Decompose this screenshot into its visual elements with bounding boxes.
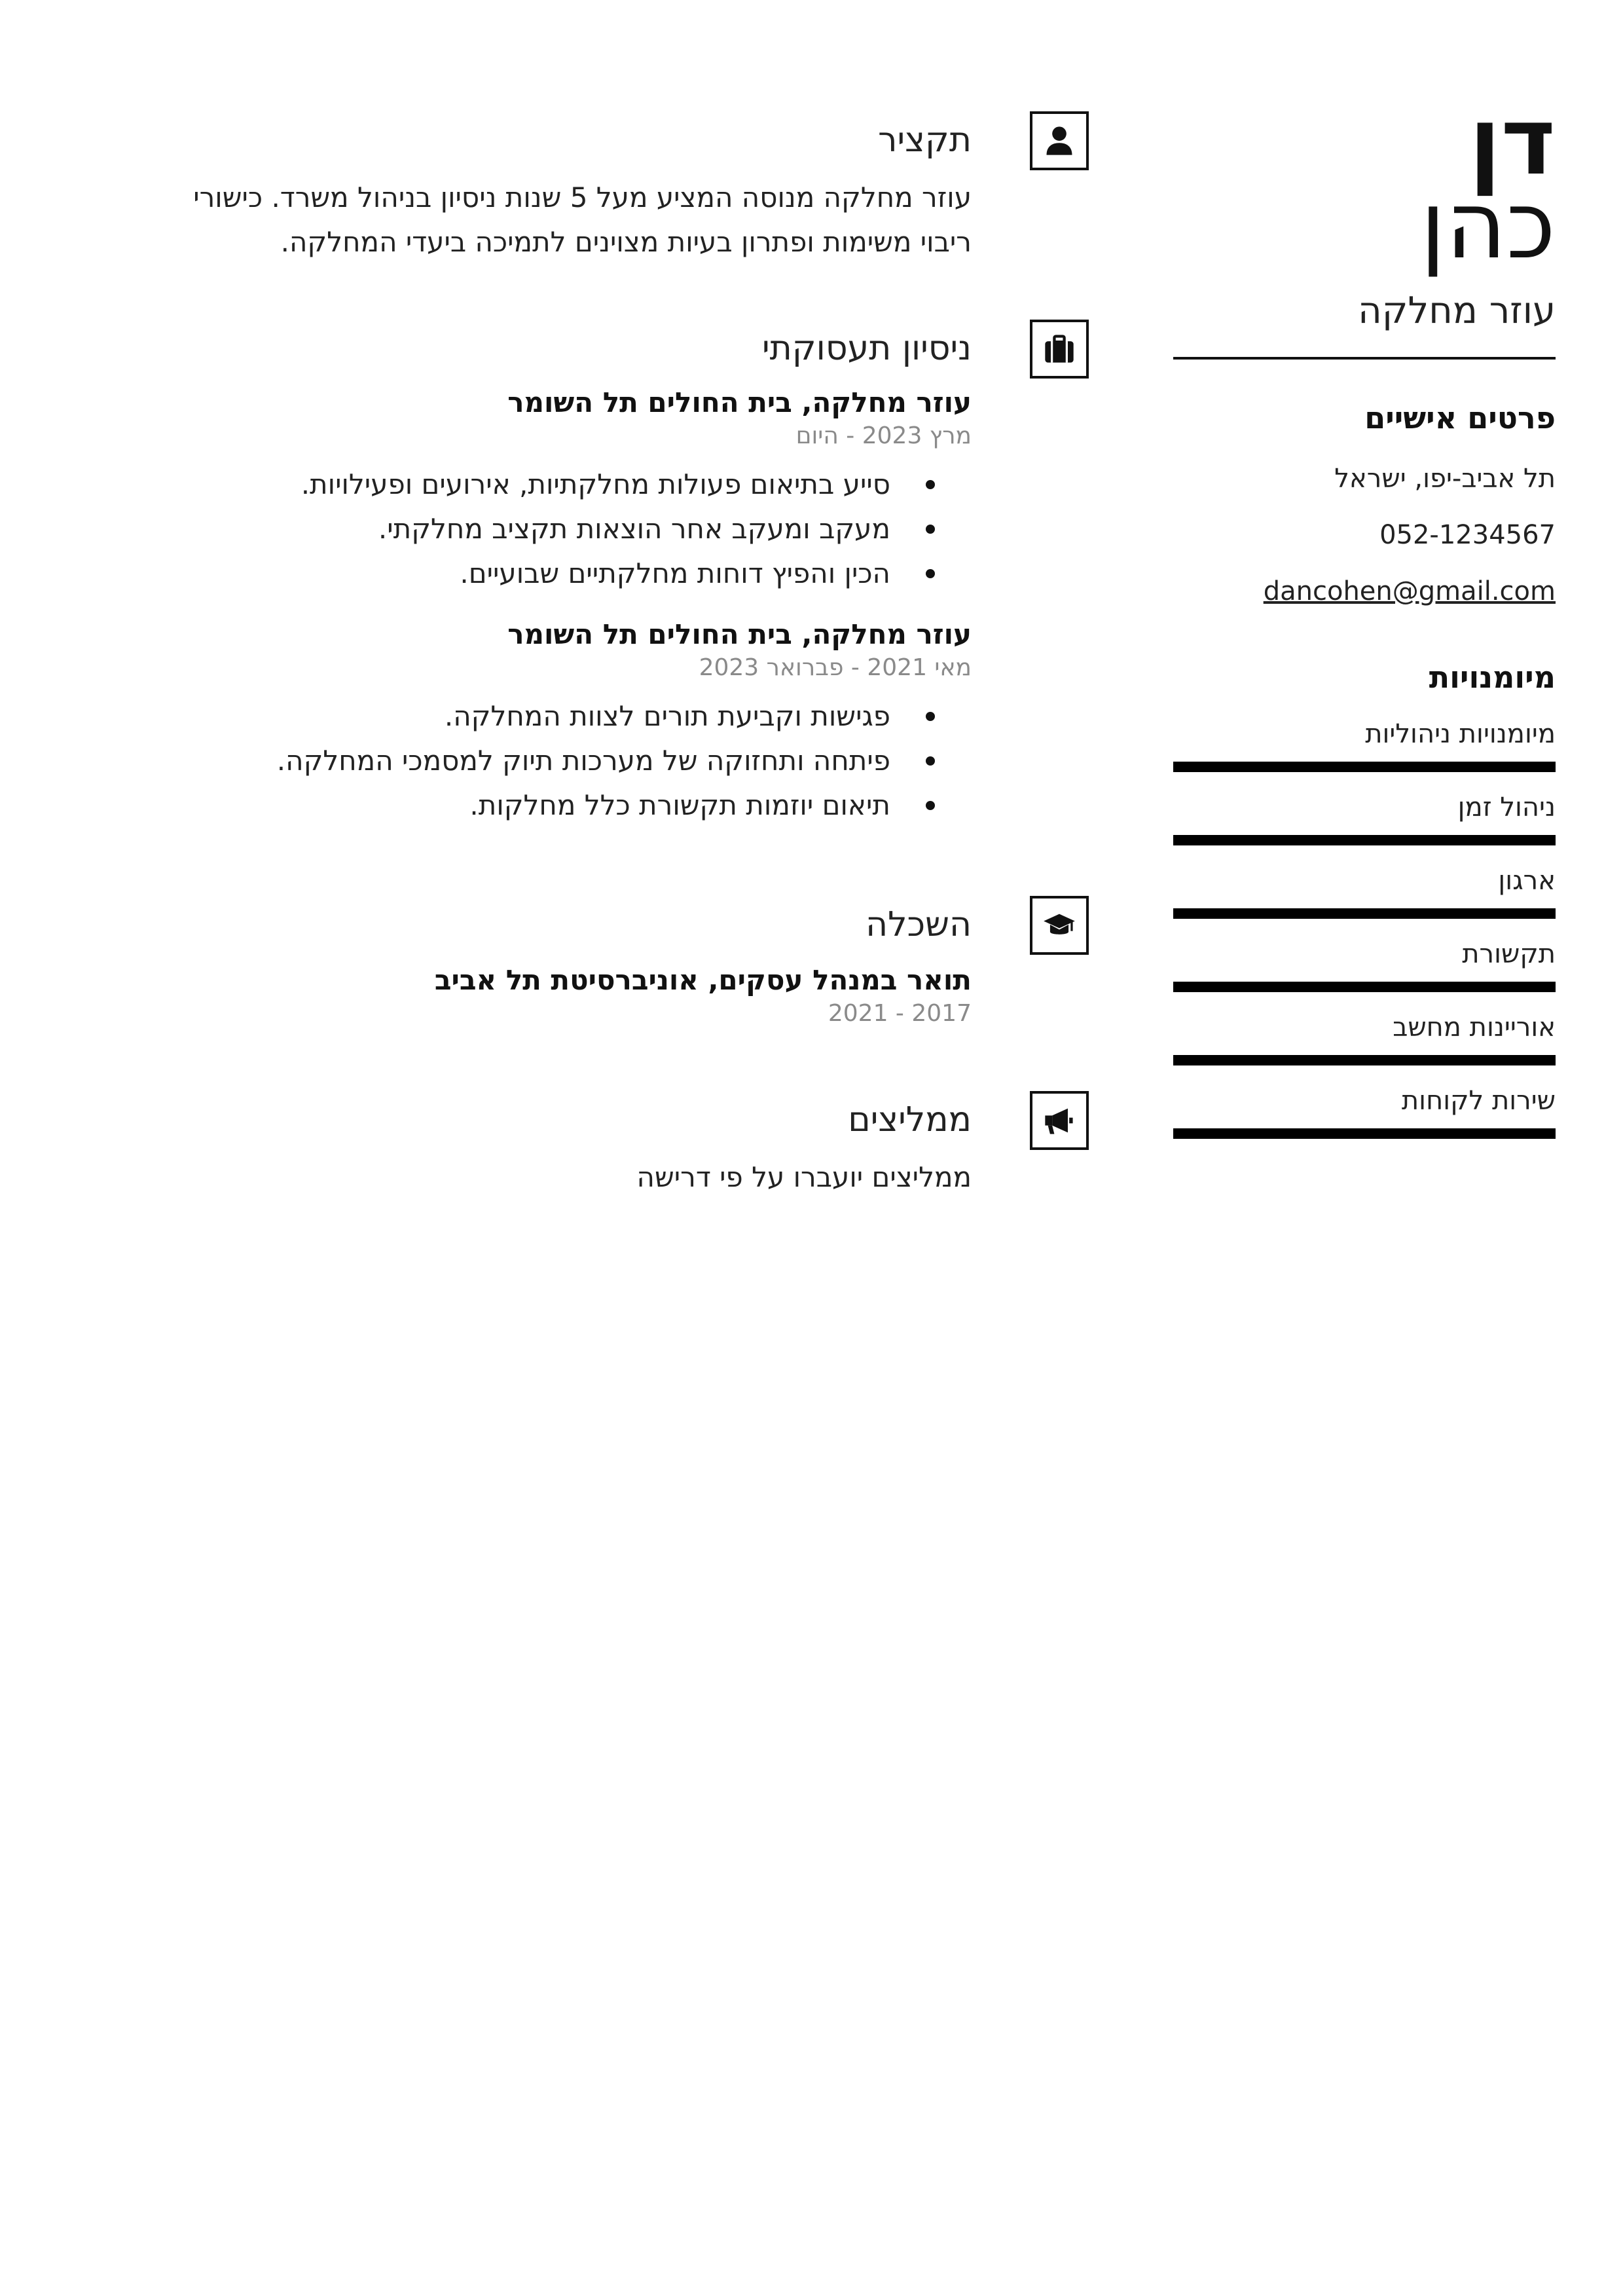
first-name: דן <box>1468 88 1556 196</box>
skill-item <box>1173 1010 1556 1065</box>
job-title: עוזר מחלקה, בית החולים תל השומר <box>507 386 972 418</box>
location-text: תל אביב-יפו, ישראל <box>1334 464 1556 494</box>
graduation-cap-icon <box>1042 908 1076 942</box>
skill-label: מיומנויות ניהוליות <box>1365 719 1556 749</box>
skill-item <box>1173 717 1556 772</box>
list-item: פיתחה ותחזוקה של מערכות תיוק למסמכי המחלקה. <box>140 739 890 783</box>
summary-icon-box <box>1030 111 1089 170</box>
skill-level-bar <box>1173 835 1556 845</box>
skill-label: ניהול זמן <box>1457 792 1556 823</box>
skill-label: שירות לקוחות <box>1401 1086 1556 1116</box>
references-icon-box <box>1030 1091 1089 1150</box>
experience-heading: ניסיון תעסוקתי <box>761 329 972 368</box>
skill-level-bar <box>1173 1128 1556 1139</box>
skill-label: תקשורת <box>1462 939 1556 969</box>
list-item: הכין והפיץ דוחות מחלקתיים שבועיים. <box>140 551 890 596</box>
education-icon-box <box>1030 896 1089 955</box>
experience-section <box>140 327 972 828</box>
skill-level-bar <box>1173 1055 1556 1065</box>
last-name: כהן <box>1420 172 1556 280</box>
list-item: סייע בתיאום פעולות מחלקתיות, אירועים ופעילויות. <box>140 462 890 507</box>
skills-heading: מיומנויות <box>1429 659 1556 695</box>
skill-item <box>1173 937 1556 992</box>
education-section <box>140 904 972 1028</box>
list-item: תיאום יוזמות תקשורת כלל מחלקות. <box>140 783 890 828</box>
job-entry <box>140 385 972 596</box>
experience-icon-box <box>1030 320 1089 379</box>
skill-level-bar <box>1173 762 1556 772</box>
briefcase-icon <box>1042 332 1076 366</box>
education-dates: 2017 - 2021 <box>828 1000 972 1027</box>
skill-label: ארגון <box>1498 866 1556 896</box>
megaphone-icon <box>1042 1103 1076 1138</box>
job-title: עוזר מחלקה <box>1358 289 1556 332</box>
list-item: פגישות וקביעת תורים לצוות המחלקה. <box>140 694 890 739</box>
skill-label: אוריינות מחשב <box>1393 1012 1556 1043</box>
skill-item <box>1173 864 1556 919</box>
job-bullets <box>140 462 972 596</box>
job-dates: מאי 2021 - פברואר 2023 <box>699 654 972 681</box>
references-text: ממליצים יועברו על פי דרישה <box>636 1161 972 1193</box>
personal-details-heading: פרטים אישיים <box>1364 400 1556 435</box>
references-heading: ממליצים <box>848 1100 972 1139</box>
phone-text: 052-1234567 <box>1379 520 1556 550</box>
references-section <box>140 1099 972 1200</box>
list-item: מעקב ומעקב אחר הוצאות תקציב מחלקתי. <box>140 507 890 551</box>
email-link[interactable]: dancohen@gmail.com <box>1263 576 1556 606</box>
sidebar <box>1173 88 1556 1139</box>
skill-level-bar <box>1173 908 1556 919</box>
job-dates: מרץ 2023 - היום <box>795 422 972 449</box>
skill-level-bar <box>1173 982 1556 992</box>
job-title: עוזר מחלקה, בית החולים תל השומר <box>507 618 972 650</box>
person-icon <box>1042 124 1076 158</box>
summary-text: עוזר מחלקה מנוסה המציע מעל 5 שנות ניסיון בניהול משרד. כישורי ריבוי משימות ופתרון בעיות מצוינים לתמיכה ביעדי המחלקה. <box>193 181 972 258</box>
degree-title: תואר במנהל עסקים, אוניברסיטת תל אביב <box>434 964 972 996</box>
skills-list <box>1173 717 1556 1139</box>
skill-item <box>1173 1084 1556 1139</box>
education-heading: השכלה <box>866 905 972 944</box>
header-divider <box>1173 357 1556 360</box>
job-bullets <box>140 694 972 828</box>
skill-item <box>1173 790 1556 845</box>
job-entry <box>140 617 972 828</box>
summary-heading: תקציר <box>878 120 972 160</box>
summary-section <box>140 119 972 265</box>
